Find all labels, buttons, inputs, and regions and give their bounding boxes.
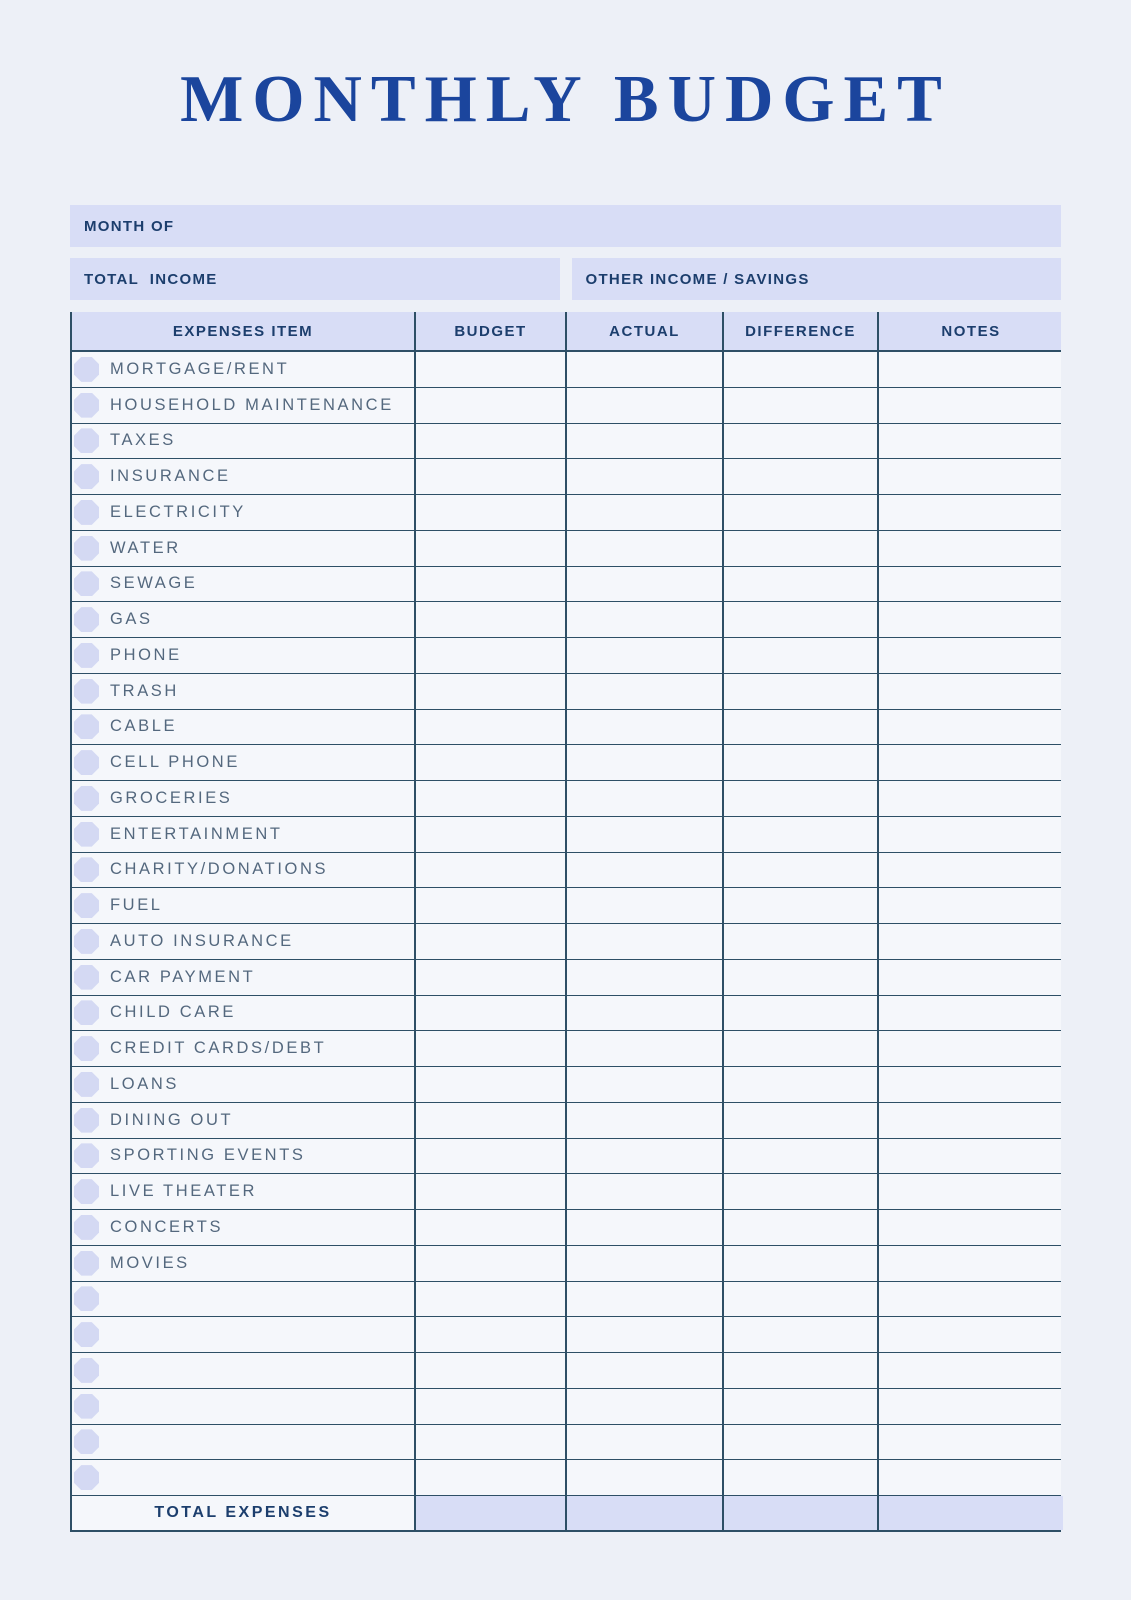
table-row <box>72 1282 1061 1318</box>
expense-item-cell <box>72 853 414 888</box>
expense-item-label: LIVE THEATER <box>110 1182 258 1201</box>
difference-cell <box>722 602 877 637</box>
table-row <box>72 1067 1061 1103</box>
expense-item-cell <box>72 924 414 959</box>
table-row <box>72 781 1061 817</box>
table-row <box>72 638 1061 674</box>
bullet-icon <box>74 1429 99 1454</box>
budget-cell <box>414 424 565 459</box>
table-row <box>72 1174 1061 1210</box>
header-actual: ACTUAL <box>565 312 722 350</box>
table-row <box>72 459 1061 495</box>
difference-cell <box>722 1031 877 1066</box>
actual-cell <box>565 745 722 780</box>
notes-cell <box>877 1425 1063 1460</box>
notes-cell <box>877 1031 1063 1066</box>
expense-item-cell <box>72 1103 414 1138</box>
notes-cell <box>877 1317 1063 1352</box>
actual-cell <box>565 567 722 602</box>
budget-cell <box>414 888 565 923</box>
difference-cell <box>722 960 877 995</box>
actual-cell <box>565 1210 722 1245</box>
difference-cell <box>722 1353 877 1388</box>
actual-cell <box>565 638 722 673</box>
expense-item-cell <box>72 1139 414 1174</box>
difference-cell <box>722 638 877 673</box>
notes-cell <box>877 1067 1063 1102</box>
notes-cell <box>877 1174 1063 1209</box>
table-row <box>72 495 1061 531</box>
expense-item-cell <box>72 638 414 673</box>
table-body <box>72 352 1061 1496</box>
budget-cell <box>414 1174 565 1209</box>
budget-cell <box>414 1210 565 1245</box>
expense-item-cell <box>72 710 414 745</box>
actual-cell <box>565 531 722 566</box>
bullet-icon <box>74 1000 99 1025</box>
bullet-icon <box>74 1358 99 1383</box>
difference-cell <box>722 674 877 709</box>
budget-cell <box>414 1282 565 1317</box>
expense-item-cell <box>72 459 414 494</box>
expense-item-cell <box>72 1031 414 1066</box>
budget-cell <box>414 531 565 566</box>
actual-cell <box>565 853 722 888</box>
table-row <box>72 817 1061 853</box>
table-row <box>72 924 1061 960</box>
table-row <box>72 1317 1061 1353</box>
bullet-icon <box>74 1215 99 1240</box>
actual-cell <box>565 888 722 923</box>
budget-cell <box>414 602 565 637</box>
notes-cell <box>877 531 1063 566</box>
difference-cell <box>722 1174 877 1209</box>
bullet-icon <box>74 679 99 704</box>
actual-cell <box>565 1139 722 1174</box>
expense-item-label: DINING OUT <box>110 1110 234 1129</box>
budget-cell <box>414 1425 565 1460</box>
expense-item-label: CAR PAYMENT <box>110 967 256 986</box>
notes-cell <box>877 1103 1063 1138</box>
actual-cell <box>565 388 722 423</box>
table-row <box>72 853 1061 889</box>
actual-cell <box>565 1174 722 1209</box>
month-of-label: MONTH OF <box>84 217 175 235</box>
expense-item-label: GROCERIES <box>110 788 233 807</box>
notes-cell <box>877 424 1063 459</box>
notes-cell <box>877 853 1063 888</box>
expense-item-label: CREDIT CARDS/DEBT <box>110 1039 327 1058</box>
bullet-icon <box>74 1108 99 1133</box>
table-row <box>72 1425 1061 1461</box>
table-row <box>72 888 1061 924</box>
expense-item-cell <box>72 1282 414 1317</box>
expense-item-cell <box>72 1067 414 1102</box>
header-difference: DIFFERENCE <box>722 312 877 350</box>
budget-cell <box>414 1103 565 1138</box>
expense-item-label: MOVIES <box>110 1253 190 1272</box>
actual-cell <box>565 602 722 637</box>
difference-cell <box>722 459 877 494</box>
expense-item-label: PHONE <box>110 645 182 664</box>
expense-item-label: CONCERTS <box>110 1217 224 1236</box>
difference-cell <box>722 781 877 816</box>
notes-cell <box>877 1282 1063 1317</box>
notes-cell <box>877 1353 1063 1388</box>
difference-cell <box>722 1139 877 1174</box>
notes-cell <box>877 1460 1063 1495</box>
bullet-icon <box>74 500 99 525</box>
actual-cell <box>565 710 722 745</box>
table-row <box>72 531 1061 567</box>
budget-cell <box>414 853 565 888</box>
actual-cell <box>565 1031 722 1066</box>
budget-cell <box>414 638 565 673</box>
total-notes-cell <box>877 1496 1063 1530</box>
expense-item-cell <box>72 424 414 459</box>
difference-cell <box>722 817 877 852</box>
expense-item-label: ENTERTAINMENT <box>110 824 283 843</box>
bullet-icon <box>74 750 99 775</box>
expense-item-label: CHILD CARE <box>110 1003 236 1022</box>
budget-cell <box>414 567 565 602</box>
other-income-savings-label: OTHER INCOME / SAVINGS <box>585 270 810 288</box>
difference-cell <box>722 1282 877 1317</box>
bullet-icon <box>74 357 99 382</box>
bullet-icon <box>74 893 99 918</box>
budget-cell <box>414 352 565 387</box>
expense-item-cell <box>72 960 414 995</box>
expense-item-label: SEWAGE <box>110 574 198 593</box>
actual-cell <box>565 1282 722 1317</box>
difference-cell <box>722 853 877 888</box>
expense-item-label: TRASH <box>110 681 179 700</box>
notes-cell <box>877 602 1063 637</box>
table-row <box>72 710 1061 746</box>
budget-cell <box>414 1067 565 1102</box>
actual-cell <box>565 996 722 1031</box>
expense-item-label: HOUSEHOLD MAINTENANCE <box>110 395 394 414</box>
notes-cell <box>877 388 1063 423</box>
notes-cell <box>877 567 1063 602</box>
bullet-icon <box>74 1072 99 1097</box>
expense-item-cell <box>72 817 414 852</box>
bullet-icon <box>74 1143 99 1168</box>
budget-cell <box>414 388 565 423</box>
expense-item-cell <box>72 1246 414 1281</box>
actual-cell <box>565 1317 722 1352</box>
notes-cell <box>877 459 1063 494</box>
table-header-row <box>72 312 1061 352</box>
expense-item-label: CELL PHONE <box>110 753 240 772</box>
expense-item-cell <box>72 1317 414 1352</box>
expense-item-cell <box>72 531 414 566</box>
expense-item-cell <box>72 888 414 923</box>
expense-item-cell <box>72 745 414 780</box>
total-actual-cell <box>565 1496 722 1530</box>
table-row <box>72 1389 1061 1425</box>
expenses-table <box>70 312 1061 1532</box>
table-row <box>72 960 1061 996</box>
notes-cell <box>877 817 1063 852</box>
total-budget-cell <box>414 1496 565 1530</box>
expense-item-cell <box>72 1210 414 1245</box>
actual-cell <box>565 352 722 387</box>
actual-cell <box>565 1425 722 1460</box>
table-row <box>72 1460 1061 1496</box>
month-of-field <box>70 205 1061 247</box>
table-row <box>72 745 1061 781</box>
difference-cell <box>722 1317 877 1352</box>
actual-cell <box>565 1353 722 1388</box>
table-row <box>72 674 1061 710</box>
bullet-icon <box>74 1179 99 1204</box>
expense-item-cell <box>72 1460 414 1495</box>
difference-cell <box>722 710 877 745</box>
table-row <box>72 1246 1061 1282</box>
difference-cell <box>722 745 877 780</box>
bullet-icon <box>74 1322 99 1347</box>
total-difference-cell <box>722 1496 877 1530</box>
bullet-icon <box>74 1251 99 1276</box>
expense-item-label: WATER <box>110 538 181 557</box>
actual-cell <box>565 1389 722 1424</box>
bullet-icon <box>74 1286 99 1311</box>
budget-cell <box>414 710 565 745</box>
table-row <box>72 1031 1061 1067</box>
difference-cell <box>722 924 877 959</box>
table-row <box>72 1353 1061 1389</box>
expense-item-cell <box>72 1425 414 1460</box>
expense-item-label: CABLE <box>110 717 178 736</box>
table-row <box>72 567 1061 603</box>
notes-cell <box>877 781 1063 816</box>
budget-cell <box>414 924 565 959</box>
bullet-icon <box>74 822 99 847</box>
budget-cell <box>414 459 565 494</box>
expense-item-cell <box>72 674 414 709</box>
difference-cell <box>722 424 877 459</box>
budget-cell <box>414 1389 565 1424</box>
budget-cell <box>414 781 565 816</box>
table-row <box>72 388 1061 424</box>
notes-cell <box>877 495 1063 530</box>
total-income-field <box>70 258 560 300</box>
budget-cell <box>414 1139 565 1174</box>
bullet-icon <box>74 464 99 489</box>
expense-item-cell <box>72 602 414 637</box>
expense-item-cell <box>72 996 414 1031</box>
actual-cell <box>565 1460 722 1495</box>
difference-cell <box>722 495 877 530</box>
notes-cell <box>877 1246 1063 1281</box>
expense-item-label: CHARITY/DONATIONS <box>110 860 329 879</box>
notes-cell <box>877 352 1063 387</box>
actual-cell <box>565 1246 722 1281</box>
header-notes: NOTES <box>877 312 1063 350</box>
actual-cell <box>565 781 722 816</box>
notes-cell <box>877 638 1063 673</box>
header-expenses-item: EXPENSES ITEM <box>172 322 314 340</box>
bullet-icon <box>74 965 99 990</box>
budget-cell <box>414 1031 565 1066</box>
bullet-icon <box>74 857 99 882</box>
bullet-icon <box>74 393 99 418</box>
budget-sheet <box>70 205 1061 1532</box>
expense-item-label: ELECTRICITY <box>110 502 246 521</box>
actual-cell <box>565 459 722 494</box>
expense-item-cell <box>72 781 414 816</box>
actual-cell <box>565 495 722 530</box>
bullet-icon <box>74 1465 99 1490</box>
notes-cell <box>877 710 1063 745</box>
difference-cell <box>722 888 877 923</box>
expense-item-cell <box>72 1174 414 1209</box>
expense-item-label: INSURANCE <box>110 467 231 486</box>
table-row <box>72 352 1061 388</box>
other-income-savings-field <box>572 258 1062 300</box>
budget-cell <box>414 817 565 852</box>
actual-cell <box>565 960 722 995</box>
expense-item-label: LOANS <box>110 1074 179 1093</box>
bullet-icon <box>74 1036 99 1061</box>
table-row <box>72 996 1061 1032</box>
difference-cell <box>722 1103 877 1138</box>
difference-cell <box>722 567 877 602</box>
actual-cell <box>565 1103 722 1138</box>
budget-cell <box>414 745 565 780</box>
bullet-icon <box>74 571 99 596</box>
total-income-label: TOTAL INCOME <box>84 270 218 288</box>
difference-cell <box>722 352 877 387</box>
notes-cell <box>877 674 1063 709</box>
total-expenses-row <box>72 1496 1061 1532</box>
budget-cell <box>414 1353 565 1388</box>
budget-cell <box>414 1460 565 1495</box>
actual-cell <box>565 924 722 959</box>
actual-cell <box>565 424 722 459</box>
table-row <box>72 1210 1061 1246</box>
difference-cell <box>722 531 877 566</box>
difference-cell <box>722 1425 877 1460</box>
page-title: MONTHLY BUDGET <box>180 62 951 136</box>
notes-cell <box>877 745 1063 780</box>
difference-cell <box>722 1246 877 1281</box>
difference-cell <box>722 388 877 423</box>
budget-cell <box>414 996 565 1031</box>
notes-cell <box>877 924 1063 959</box>
expense-item-label: FUEL <box>110 896 163 915</box>
notes-cell <box>877 996 1063 1031</box>
table-row <box>72 424 1061 460</box>
total-expenses-label: TOTAL EXPENSES <box>154 1504 332 1521</box>
income-section <box>70 258 1061 300</box>
budget-cell <box>414 1246 565 1281</box>
budget-cell <box>414 1317 565 1352</box>
bullet-icon <box>74 607 99 632</box>
expense-item-label: AUTO INSURANCE <box>110 931 294 950</box>
difference-cell <box>722 996 877 1031</box>
expense-item-cell <box>72 1389 414 1424</box>
notes-cell <box>877 1389 1063 1424</box>
notes-cell <box>877 960 1063 995</box>
bullet-icon <box>74 1394 99 1419</box>
expense-item-label: SPORTING EVENTS <box>110 1146 306 1165</box>
notes-cell <box>877 1139 1063 1174</box>
expense-item-cell <box>72 1353 414 1388</box>
budget-cell <box>414 674 565 709</box>
notes-cell <box>877 1210 1063 1245</box>
actual-cell <box>565 817 722 852</box>
difference-cell <box>722 1067 877 1102</box>
expense-item-cell <box>72 388 414 423</box>
difference-cell <box>722 1389 877 1424</box>
bullet-icon <box>74 929 99 954</box>
actual-cell <box>565 674 722 709</box>
expense-item-cell <box>72 352 414 387</box>
table-row <box>72 602 1061 638</box>
expense-item-label: MORTGAGE/RENT <box>110 359 290 378</box>
expense-item-label: TAXES <box>110 431 176 450</box>
bullet-icon <box>74 714 99 739</box>
expense-item-cell <box>72 567 414 602</box>
bullet-icon <box>74 786 99 811</box>
notes-cell <box>877 888 1063 923</box>
difference-cell <box>722 1460 877 1495</box>
bullet-icon <box>74 643 99 668</box>
expense-item-cell <box>72 495 414 530</box>
budget-cell <box>414 495 565 530</box>
bullet-icon <box>74 428 99 453</box>
table-row <box>72 1103 1061 1139</box>
header-budget: BUDGET <box>414 312 565 350</box>
expense-item-label: GAS <box>110 610 153 629</box>
table-row <box>72 1139 1061 1175</box>
budget-cell <box>414 960 565 995</box>
bullet-icon <box>74 536 99 561</box>
actual-cell <box>565 1067 722 1102</box>
difference-cell <box>722 1210 877 1245</box>
